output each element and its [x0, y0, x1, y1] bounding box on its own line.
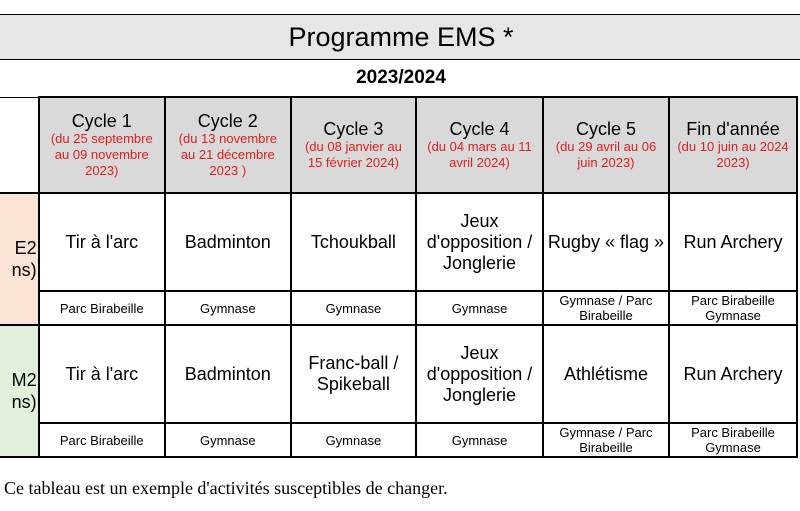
location-cell	[543, 291, 669, 325]
activity-row-2	[0, 325, 797, 423]
cycle-name: Cycle 2	[197, 111, 258, 131]
location-text: Parc Birabeille	[59, 432, 144, 448]
school-year: 2023/2024	[0, 60, 800, 96]
location-text: Gymnase	[705, 440, 761, 455]
activity-text: Jeux	[460, 210, 499, 231]
activity-cell	[416, 193, 543, 291]
activity-cell	[543, 193, 669, 291]
cycle-dates: 2023 )	[209, 163, 247, 178]
location-cell	[543, 423, 669, 457]
activity-text: Franc-ball /	[308, 353, 399, 373]
corner-cell	[0, 97, 39, 193]
activity-text: Run Archery	[683, 363, 783, 384]
cycle-dates: (du 10 juin au 2024	[677, 139, 789, 154]
cycle-dates: au 21 décembre	[180, 147, 275, 162]
location-text: Parc Birabeille	[691, 425, 775, 440]
location-row-1	[0, 291, 797, 325]
cycle-dates: (du 29 avril au 06	[555, 139, 657, 154]
activity-cell	[291, 325, 416, 423]
location-text: Gymnase	[451, 300, 508, 316]
activity-cell	[165, 193, 291, 291]
location-text: Parc Birabeille	[691, 293, 775, 308]
location-text: Gymnase	[199, 432, 256, 448]
row-label-2	[0, 325, 39, 457]
cycle-header-3	[291, 97, 416, 193]
cycle-dates: avril 2024)	[449, 155, 510, 170]
cycle-dates: 15 février 2024)	[307, 155, 399, 170]
activity-text: Athlétisme	[563, 363, 648, 384]
cycle-dates: 2023)	[85, 163, 119, 178]
activity-text: Jonglerie	[443, 252, 517, 273]
activity-text: Tchoukball	[310, 231, 396, 252]
activity-text: d'opposition /	[426, 363, 533, 384]
cycle-name: Cycle 3	[323, 119, 384, 139]
location-text: Birabeille	[579, 440, 633, 455]
cycle-name: Cycle 4	[449, 119, 510, 139]
activity-cell	[669, 193, 797, 291]
location-cell	[416, 423, 543, 457]
activity-text: Badminton	[184, 363, 271, 384]
cycle-header-6	[669, 97, 797, 193]
program-table	[0, 96, 798, 458]
location-text: Gymnase / Parc	[559, 293, 653, 308]
cycle-header-5	[543, 97, 669, 193]
activity-text: Run Archery	[683, 231, 783, 252]
activity-cell	[416, 325, 543, 423]
cycle-dates: juin 2023)	[577, 155, 635, 170]
cycle-name: Cycle 1	[71, 111, 132, 131]
activity-cell	[165, 325, 291, 423]
location-text: Gymnase	[325, 432, 382, 448]
cycle-header-1	[39, 97, 165, 193]
location-cell	[165, 291, 291, 325]
program-title: Programme EMS *	[0, 14, 800, 60]
cycle-dates: 2023)	[716, 155, 750, 170]
row-label-line: ns)	[11, 392, 37, 412]
location-text: Gymnase / Parc	[559, 425, 653, 440]
location-cell	[291, 423, 416, 457]
location-cell	[39, 423, 165, 457]
cycle-dates: (du 13 novembre	[178, 131, 277, 146]
row-label-line: ns)	[11, 260, 37, 280]
cycle-dates: (du 08 janvier au	[304, 139, 402, 154]
activity-row-1	[0, 193, 797, 291]
cycle-name: Cycle 5	[575, 119, 636, 139]
location-text: Birabeille	[579, 308, 633, 323]
activity-text: Tir à l'arc	[65, 363, 139, 384]
location-cell	[165, 423, 291, 457]
location-cell	[39, 291, 165, 325]
activity-text: Badminton	[184, 231, 271, 252]
footnote: Ce tableau est un exemple d'activités susceptibles de changer.	[4, 478, 448, 498]
location-text: Gymnase	[705, 308, 761, 323]
location-cell	[669, 423, 797, 457]
location-text: Parc Birabeille	[59, 300, 144, 316]
activity-text: Jonglerie	[443, 384, 517, 405]
cycle-dates: au 09 novembre	[54, 147, 149, 162]
cycle-header-2	[165, 97, 291, 193]
cycle-dates: (du 25 septembre	[50, 131, 153, 146]
row-label-1	[0, 193, 39, 325]
location-text: Gymnase	[451, 432, 508, 448]
cycle-dates: (du 04 mars au 11	[427, 139, 532, 154]
activity-text: Rugby « flag »	[547, 231, 664, 252]
activity-text: Jeux	[460, 342, 499, 363]
activity-cell	[39, 325, 165, 423]
activity-text: d'opposition /	[426, 231, 533, 252]
location-row-2	[0, 423, 797, 457]
header-row	[0, 97, 797, 193]
location-cell	[291, 291, 416, 325]
location-text: Gymnase	[325, 300, 382, 316]
location-text: Gymnase	[199, 300, 256, 316]
row-label-line: E2	[14, 238, 37, 258]
activity-cell	[291, 193, 416, 291]
row-label-line: M2	[11, 370, 37, 390]
activity-cell	[669, 325, 797, 423]
cycle-name: Fin d'année	[686, 119, 780, 139]
activity-cell	[39, 193, 165, 291]
activity-cell	[543, 325, 669, 423]
location-cell	[669, 291, 797, 325]
cycle-header-4	[416, 97, 543, 193]
activity-text: Spikeball	[316, 374, 390, 394]
activity-text: Tir à l'arc	[65, 231, 139, 252]
location-cell	[416, 291, 543, 325]
